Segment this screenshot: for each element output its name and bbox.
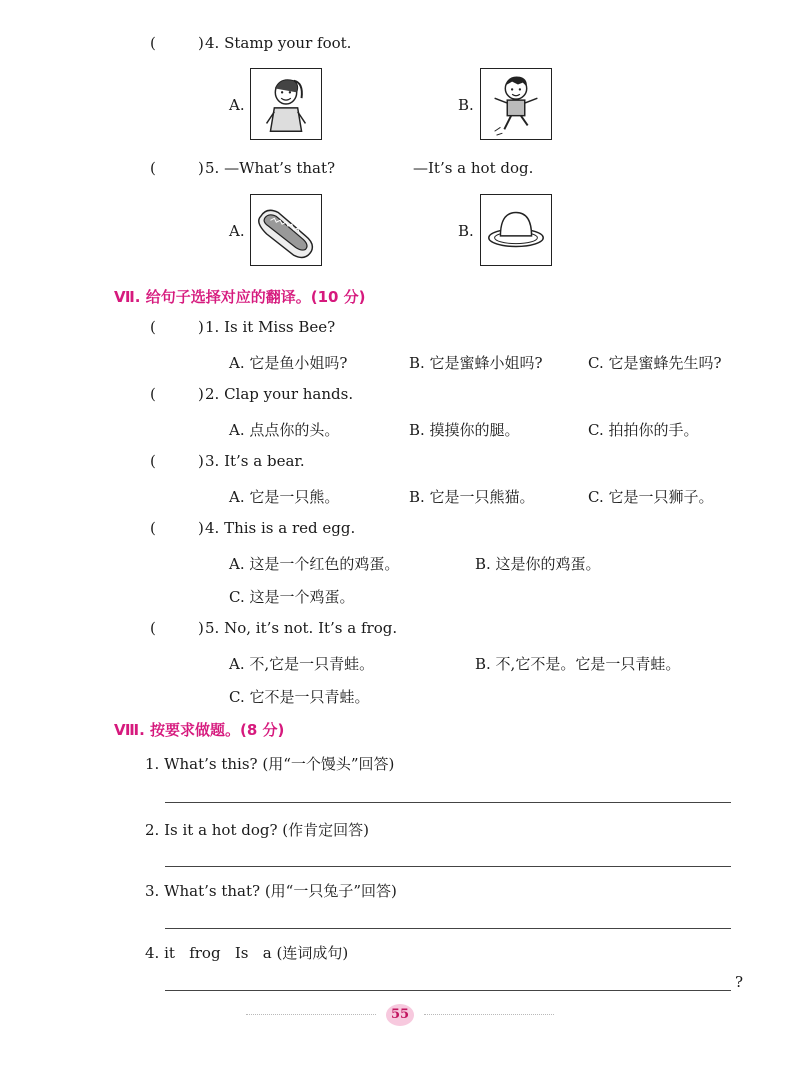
paren-close: ) [198,519,204,537]
hot-dog-icon [251,195,321,265]
paren-close: ) [198,385,204,403]
option-a: A. 不,它是一只青蛙。 [229,655,375,673]
option-a: A. 它是一只熊。 [229,488,340,506]
paren-open: ( [150,318,156,336]
paren-open: ( [150,619,156,637]
answer-line-3[interactable] [165,928,731,929]
question-text-top-q5: 5. —What’s that? [205,159,336,177]
option-a: A. 它是鱼小姐吗? [229,354,348,372]
paren-close: ) [198,452,204,470]
option-b: B. 它是蜜蜂小姐吗? [409,354,543,372]
question-text: 5. No, it’s not. It’s a frog. [205,619,398,637]
paren-open: ( [150,159,156,177]
option-c: C. 它是蜜蜂先生吗? [588,354,722,372]
option-c: C. 这是一个鸡蛋。 [229,588,355,606]
option-label-b: B. [458,222,474,240]
question-text: 4. This is a red egg. [205,519,356,537]
steamed-bun-icon [481,195,551,265]
task-3-text: 3. What’s that? (用“一只兔子”回答) [145,882,397,900]
picture-girl-option[interactable] [250,68,322,140]
page-number-divider-left [246,1014,376,1015]
task-4-text: 4. it frog Is a (连词成句) [145,944,349,962]
option-b: B. 这是你的鸡蛋。 [475,555,601,573]
option-label-a: A. [229,96,245,114]
option-a: A. 点点你的头。 [229,421,340,439]
question-text-top-q4: 4. Stamp your foot. [205,34,352,52]
page-number-badge [376,1004,424,1026]
page-number-divider-right [424,1014,554,1015]
question-text: 3. It’s a bear. [205,452,305,470]
dialogue-answer: —It’s a hot dog. [413,159,534,177]
picture-hot-dog-option[interactable] [250,194,322,266]
answer-line-4[interactable] [165,990,731,991]
paren-close: ) [198,619,204,637]
option-c: C. 它不是一只青蛙。 [229,688,370,706]
paren-open: ( [150,519,156,537]
girl-icon [251,69,321,139]
option-a: A. 这是一个红色的鸡蛋。 [229,555,400,573]
picture-boy-stamping-option[interactable] [480,68,552,140]
section-8-heading: Ⅷ. 按要求做题。(8 分) [114,721,285,739]
paren-close: ) [198,159,204,177]
paren-close: ) [198,318,204,336]
picture-steamed-bun-option[interactable] [480,194,552,266]
answer-line-2[interactable] [165,866,731,867]
question-text: 2. Clap your hands. [205,385,354,403]
task-2-text: 2. Is it a hot dog? (作肯定回答) [145,821,370,839]
question-mark: ? [735,973,744,991]
option-b: B. 不,它不是。它是一只青蛙。 [475,655,681,673]
page-number: 55 [386,1004,414,1026]
boy-stamping-icon [481,69,551,139]
option-c: C. 拍拍你的手。 [588,421,699,439]
paren-open: ( [150,385,156,403]
paren-close: ) [198,34,204,52]
answer-line-1[interactable] [165,802,731,803]
task-1-text: 1. What’s this? (用“一个馒头”回答) [145,755,395,773]
option-label-b: B. [458,96,474,114]
question-text: 1. Is it Miss Bee? [205,318,336,336]
option-b: B. 摸摸你的腿。 [409,421,520,439]
section-7-heading: Ⅶ. 给句子选择对应的翻译。(10 分) [114,288,366,306]
paren-open: ( [150,34,156,52]
option-c: C. 它是一只狮子。 [588,488,714,506]
option-b: B. 它是一只熊猫。 [409,488,535,506]
option-label-a: A. [229,222,245,240]
paren-open: ( [150,452,156,470]
